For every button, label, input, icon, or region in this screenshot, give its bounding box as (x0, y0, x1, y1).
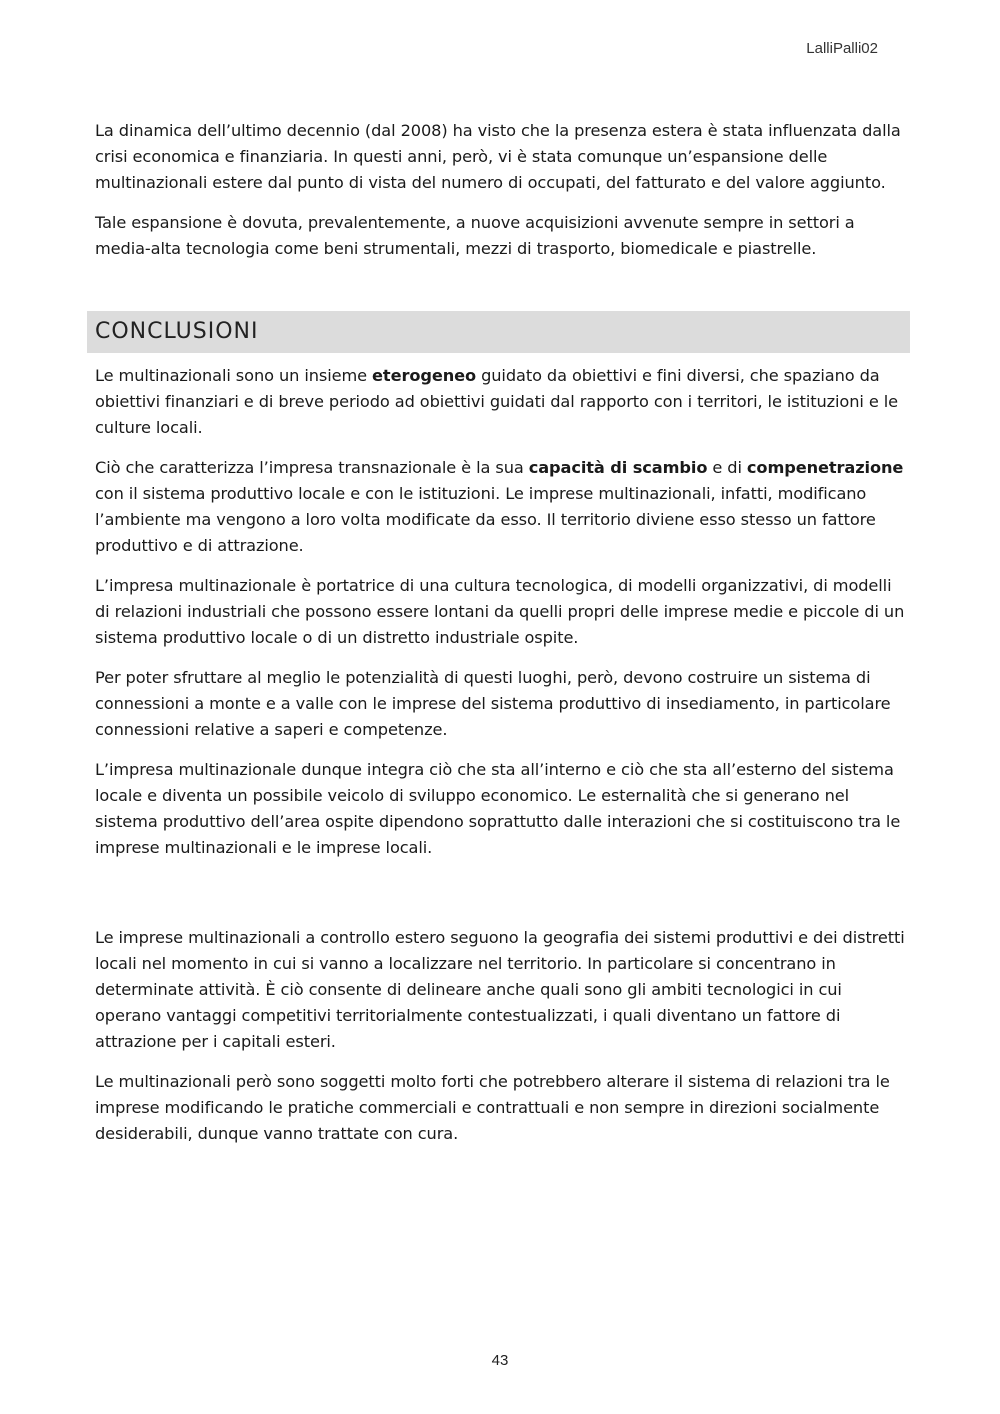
text-run: guidato da obiettivi e fini diversi, che spaziano da obiettivi finanziari e di breve periodo ad obiettivi guidati dal rapporto con i territori, le istituzioni e le culture locali. (95, 366, 898, 437)
conclusions-paragraph-4: Per poter sfruttare al meglio le potenzialità di questi luoghi, però, devono costruire un sistema di connessioni a monte e a valle con le imprese del sistema produttivo di insediamento, in particolare connessioni relative a saperi e competenze. (95, 668, 891, 739)
paragraph-gap (95, 875, 910, 925)
conclusions-paragraph-2 (95, 455, 910, 559)
intro-paragraph-1: La dinamica dell’ultimo decennio (dal 2008) ha visto che la presenza estera è stata influenzata dalla crisi economica e finanziaria. In questi anni, però, vi è stata comunque un’espansione delle multinazionali estere dal punto di vista del numero di occupati, del fatturato e del valore aggiunto. (95, 121, 901, 192)
page-content (95, 118, 910, 1161)
bold-term-capacita-di-scambio: capacità di scambio (528, 458, 708, 477)
conclusions-paragraph-7: Le multinazionali però sono soggetti molto forti che potrebbero alterare il sistema di relazioni tra le imprese modificando le pratiche commerciali e contrattuali e non sempre in direzioni socialmente desiderabili, dunque vanno trattate con cura. (95, 1072, 890, 1143)
text-run: con il sistema produttivo locale e con le istituzioni. Le imprese multinazionali, infatti, modificano l’ambiente ma vengono a loro volta modificate da esso. Il territorio diviene esso stesso un fattore produttivo e di attrazione. (95, 484, 876, 555)
conclusions-paragraph-6: Le imprese multinazionali a controllo estero seguono la geografia dei sistemi produttivi e dei distretti locali nel momento in cui si vanno a localizzare nel territorio. In particolare si concentrano in determinate attività. È ciò consente di delineare anche quali sono gli ambiti tecnologici in cui operano vantaggi competitivi territorialmente contestualizzati, i quali diventano un fattore di attrazione per i capitali esteri. (95, 928, 905, 1051)
document-header-id: LalliPalli02 (806, 40, 878, 57)
conclusions-paragraph-1 (95, 363, 910, 441)
intro-paragraph-2: Tale espansione è dovuta, prevalentemente, a nuove acquisizioni avvenute sempre in settori a media-alta tecnologia come beni strumentali, mezzi di trasporto, biomedicale e piastrelle. (95, 213, 855, 258)
page-number: 43 (491, 1352, 509, 1369)
text-run: e di (707, 458, 747, 477)
conclusions-paragraph-3: L’impresa multinazionale è portatrice di una cultura tecnologica, di modelli organizzativi, di modelli di relazioni industriali che possono essere lontani da quelli propri delle imprese medie e piccole di un sistema produttivo locale o di un distretto industriale ospite. (95, 576, 905, 647)
text-run: Le multinazionali sono un insieme (95, 366, 373, 385)
section-heading-conclusioni: CONCLUSIONI (87, 311, 910, 353)
text-run: Ciò che caratterizza l’impresa transnazionale è la sua (95, 458, 529, 477)
bold-term-eterogeneo: eterogeneo (372, 366, 477, 385)
bold-term-compenetrazione: compenetrazione (746, 458, 904, 477)
conclusions-paragraph-5: L’impresa multinazionale dunque integra ciò che sta all’interno e ciò che sta all’esterno del sistema locale e diventa un possibile veicolo di sviluppo economico. Le esternalità che si generano nel sistema produttivo dell’area ospite dipendono soprattutto dalle interazioni che si costituiscono tra le imprese multinazionali e le imprese locali. (95, 760, 901, 857)
